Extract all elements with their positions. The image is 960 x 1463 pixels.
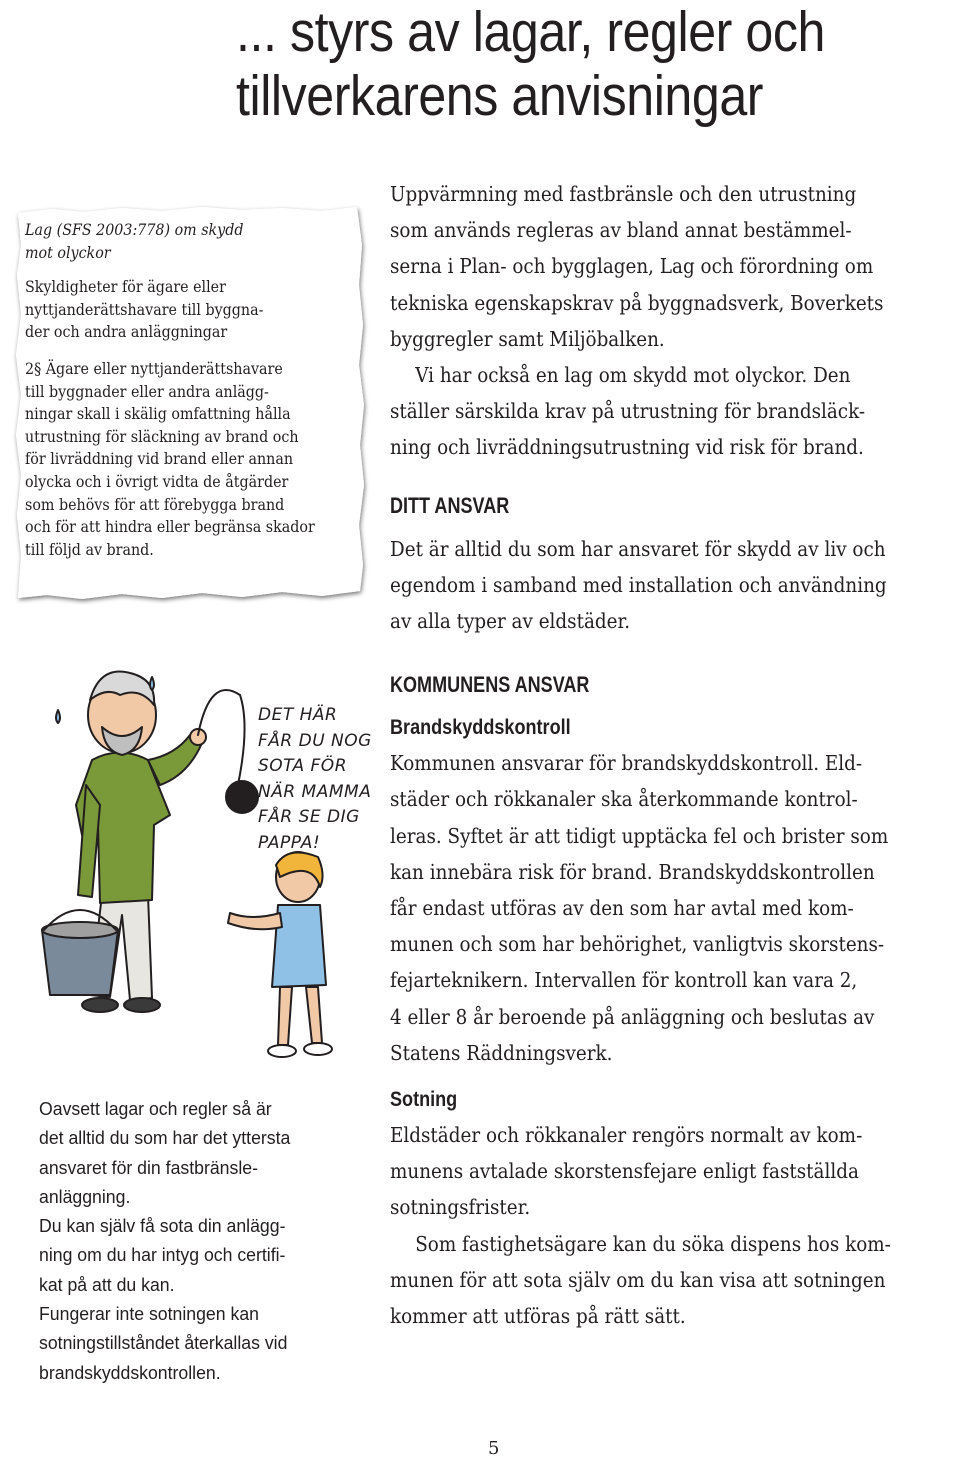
text-line: Eldstäder och rökkanaler rengörs normalt av kom- [390, 1123, 863, 1148]
law-text-line: 2§ Ägare eller nyttjanderättshavare [25, 359, 283, 378]
caption-line: anläggning. [39, 1185, 131, 1207]
text-line: Uppvärmning med fastbränsle och den utrustning [390, 182, 857, 206]
text-line: kommer att utföras på rätt sätt. [390, 1304, 686, 1329]
text-line: munen och som har behörighet, vanligtvis skorstens- [390, 932, 885, 957]
text-line: Vi har också en lag om skydd mot olyckor. Den [415, 363, 851, 388]
text-line: ställer särskilda krav på utrustning för brandsläck- [390, 399, 866, 424]
main-text-column [390, 176, 955, 1334]
text-line: som används regleras av bland annat bestämmel- [390, 218, 852, 243]
caption-line: ansvaret för din fastbränsle- [39, 1156, 258, 1178]
caption-line: kat på att du kan. [39, 1273, 175, 1295]
title-line: ... styrs av lagar, regler och [236, 0, 825, 64]
law-heading-line: Skyldigheter för ägare eller [25, 278, 226, 297]
law-excerpt-box [12, 205, 372, 605]
speech-line: DET HÄR [258, 705, 338, 725]
sotning-heading: Sotning [390, 1088, 458, 1112]
cartoon-illustration [30, 665, 380, 1085]
speech-line: FÅR DU NOG [258, 730, 372, 751]
kommunens-ansvar-paragraph [390, 745, 955, 1071]
law-title [25, 219, 361, 264]
law-title-line: mot olyckor [25, 243, 111, 262]
speech-line: PAPPA! [258, 832, 321, 853]
caption-line: Fungerar inte sotningen kan [39, 1303, 259, 1325]
caption-line: Du kan själv få sota din anlägg- [39, 1215, 286, 1237]
text-line: egendom i samband med installation och användning [390, 572, 887, 597]
law-text-line: för livräddning vid brand eller annan [25, 450, 294, 469]
sotning-paragraph-2 [390, 1226, 955, 1335]
text-line: ning och livräddningsutrustning vid risk för brand. [390, 435, 864, 460]
page-title [236, 0, 870, 128]
text-line: städer och rökkanaler ska återkommande kontrol- [390, 787, 858, 812]
sotning-paragraph [390, 1117, 955, 1226]
law-title-line: Lag (SFS 2003:778) om skydd [25, 221, 244, 239]
law-text [25, 358, 361, 561]
text-line: byggregler samt Miljöbalken. [390, 326, 665, 351]
law-text-line: till byggnader eller andra anlägg- [25, 382, 269, 401]
law-text-line: och för att hindra eller begränsa skador [25, 518, 315, 537]
brandskyddskontroll-heading: Brandskyddskontroll [390, 716, 571, 740]
text-line: serna i Plan- och bygglagen, Lag och förordning om [390, 254, 874, 279]
text-line: fejarteknikern. Intervallen för kontroll kan vara 2, [390, 968, 858, 993]
text-line: Kommunen ansvarar för brandskyddskontroll. Eld- [390, 751, 863, 776]
text-line: Det är alltid du som har ansvaret för skydd av liv och [390, 536, 886, 561]
law-heading-line: der och andra anläggningar [25, 323, 228, 342]
text-line: sotningsfrister. [390, 1195, 531, 1220]
intro-paragraph [390, 176, 955, 357]
text-line: får endast utföras av den som har avtal med kom- [390, 896, 854, 921]
text-line: munens avtalade skorstensfejare enligt fastställda [390, 1159, 859, 1184]
text-line: Som fastighetsägare kan du söka dispens hos kom- [415, 1231, 891, 1256]
law-heading-line: nyttjanderättshavare till byggna- [25, 300, 264, 319]
caption-line: sotningstillståndet återkallas vid [39, 1332, 288, 1354]
law-text-line: utrustning för släckning av brand och [25, 427, 299, 446]
speech-line: NÄR MAMMA [258, 781, 372, 802]
text-line: munen för att sota själv om du kan visa att sotningen [390, 1267, 886, 1292]
page-number: 5 [488, 1438, 500, 1459]
law-heading [25, 276, 361, 344]
speech-line: FÅR SE DIG [258, 807, 360, 827]
speech-bubble [258, 703, 388, 856]
speech-line: SOTA FÖR [258, 756, 347, 776]
law-text-line: olycka och i övrigt vidta de åtgärder [25, 472, 289, 491]
title-line: tillverkarens anvisningar [236, 64, 764, 128]
text-line: leras. Syftet är att tidigt upptäcka fel och brister som [390, 823, 889, 848]
intro-paragraph-2 [390, 357, 955, 466]
text-line: av alla typer av eldstäder. [390, 609, 631, 634]
law-text-line: som behövs för att förebygga brand [25, 495, 285, 514]
ditt-ansvar-paragraph [390, 531, 955, 640]
text-line: 4 eller 8 år beroende på anläggning och beslutas av [390, 1004, 875, 1029]
text-line: kan innebära risk för brand. Brandskyddskontrollen [390, 859, 875, 884]
sidebar-caption [39, 1094, 353, 1387]
kommunens-ansvar-heading: KOMMUNENS ANSVAR [390, 672, 590, 698]
text-line: Statens Räddningsverk. [390, 1040, 613, 1065]
caption-line: brandskyddskontrollen. [39, 1361, 221, 1383]
law-text-line: till följd av brand. [25, 540, 154, 559]
law-text-line: ningar skall i skälig omfattning hålla [25, 405, 291, 424]
caption-line: det alltid du som har det yttersta [39, 1127, 291, 1149]
text-line: tekniska egenskapskrav på byggnadsverk, Boverkets [390, 290, 884, 315]
caption-line: Oavsett lagar och regler så är [39, 1098, 272, 1119]
ditt-ansvar-heading: DITT ANSVAR [390, 492, 510, 518]
caption-line: ning om du har intyg och certifi- [39, 1244, 286, 1266]
